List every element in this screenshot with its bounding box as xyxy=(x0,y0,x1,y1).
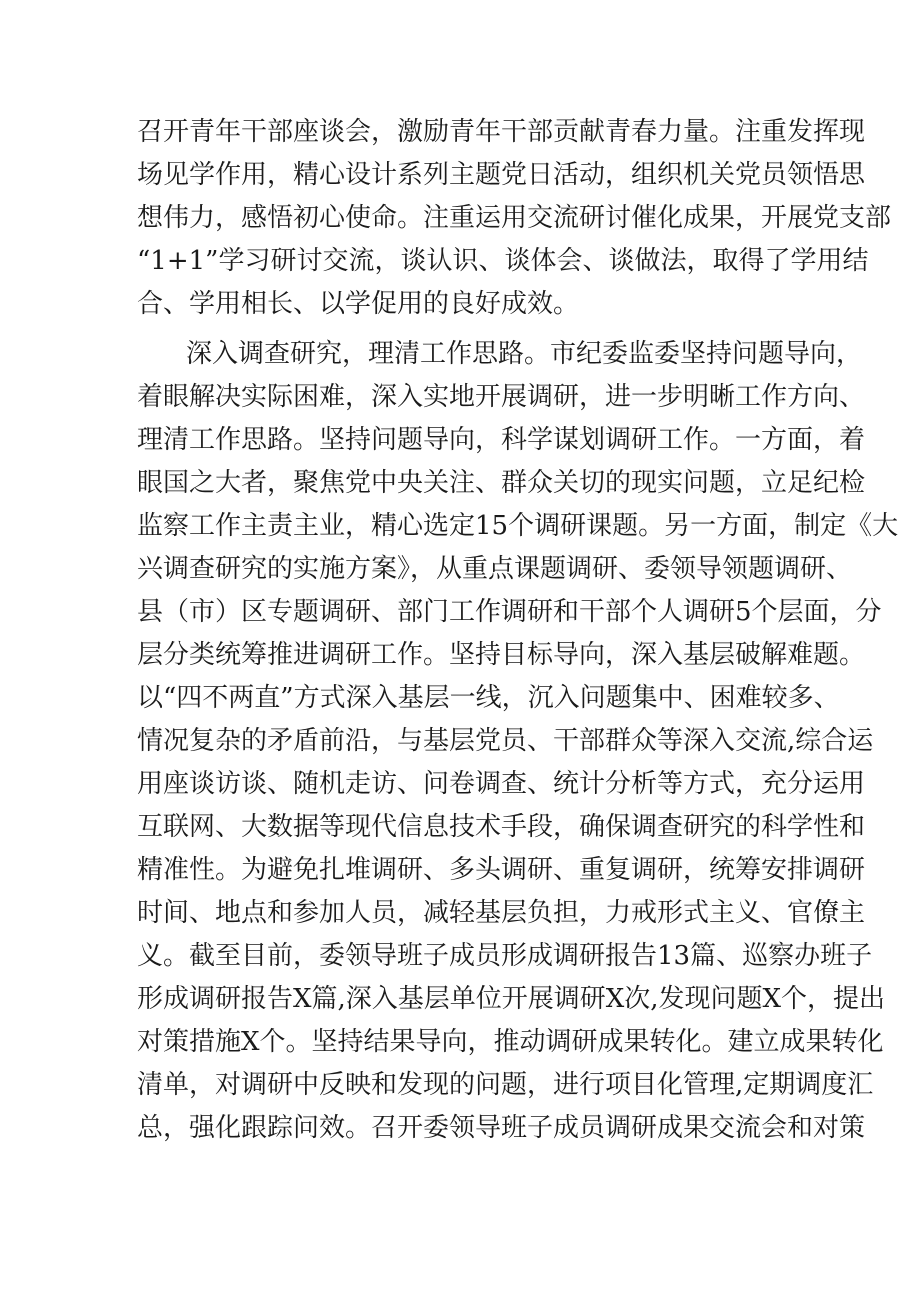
text-line: 理清工作思路。坚持问题导向，科学谋划调研工作。一方面，着 xyxy=(137,425,866,455)
text-line: 监察工作主责主业，精心选定15个调研课题。另一方面，制定《大 xyxy=(137,511,899,541)
text-line: 总，强化跟踪问效。召开委领导班子成员调研成果交流会和对策 xyxy=(137,1113,866,1143)
text-line: 义。截至目前，委领导班子成员形成调研报告13篇、巡察办班子 xyxy=(137,941,873,971)
text-line: 时间、地点和参加人员，减轻基层负担，力戒形式主义、官僚主 xyxy=(137,898,866,928)
text-line: 互联网、大数据等现代信息技术手段，确保调查研究的科学性和 xyxy=(137,812,866,842)
text-line: 清单，对调研中反映和发现的问题，进行项目化管理,定期调度汇 xyxy=(137,1070,874,1100)
text-line: 兴调查研究的实施方案》，从重点课题调研、委领导领题调研、 xyxy=(137,554,853,584)
text-line: 用座谈访谈、随机走访、问卷调查、统计分析等方式，充分运用 xyxy=(137,769,866,799)
text-line: 对策措施X个。坚持结果导向，推动调研成果转化。建立成果转化 xyxy=(137,1027,884,1057)
text-line: 精准性。为避免扎堆调研、多头调研、重复调研，统筹安排调研 xyxy=(137,855,866,885)
text-line: 场见学作用，精心设计系列主题党日活动，组织机关党员领悟思 xyxy=(137,160,866,190)
text-line: 召开青年干部座谈会，激励青年干部贡献青春力量。注重发挥现 xyxy=(137,117,866,147)
text-line: 情况复杂的矛盾前沿，与基层党员、干部群众等深入交流,综合运 xyxy=(137,726,874,756)
text-line: 层分类统筹推进调研工作。坚持目标导向，深入基层破解难题。 xyxy=(137,640,866,670)
text-line: 合、学用相长、以学促用的良好成效。 xyxy=(137,289,580,319)
text-line: 想伟力，感悟初心使命。注重运用交流研讨催化成果，开展党支部 xyxy=(137,203,892,233)
text-line: 县（市）区专题调研、部门工作调研和干部个人调研5个层面，分 xyxy=(137,597,882,627)
text-line: 形成调研报告X篇,深入基层单位开展调研X次,发现问题X个，提出 xyxy=(137,984,886,1014)
text-line: “1+1”学习研讨交流，谈认识、谈体会、谈做法，取得了学用结 xyxy=(137,246,869,276)
text-line: 以“四不两直”方式深入基层一线，沉入问题集中、困难较多、 xyxy=(137,683,840,713)
text-line: 眼国之大者，聚焦党中央关注、群众关切的现实问题，立足纪检 xyxy=(137,468,866,498)
text-line: 深入调查研究，理清工作思路。市纪委监委坚持问题导向， xyxy=(186,339,863,369)
text-line: 着眼解决实际困难，深入实地开展调研，进一步明晰工作方向、 xyxy=(137,382,866,412)
